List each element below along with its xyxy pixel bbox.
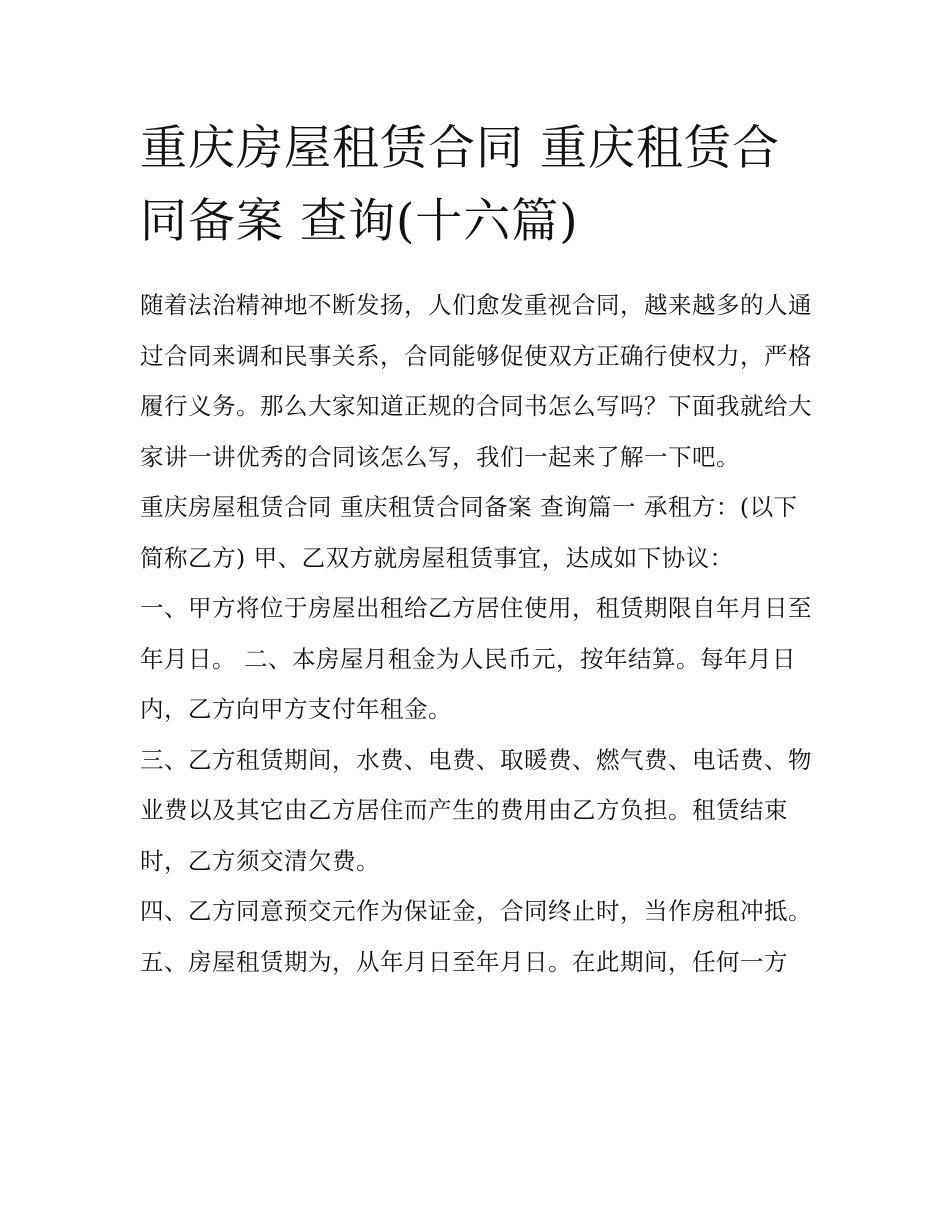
- document-page: [140, 112, 820, 987]
- paragraph-clause-1-2: 一、甲方将位于房屋出租给乙方居住使用，租赁期限自年月日至年月日。 二、本房屋月租金为人民币元，按年结算。每年月日内，乙方向甲方支付年租金。: [140, 594, 812, 723]
- paragraph-clause-3: 三、乙方租赁期间，水费、电费、取暖费、燃气费、电话费、物业费以及其它由乙方居住而产生的费用由乙方负担。租赁结束时，乙方须交清欠费。: [140, 745, 812, 875]
- document-body: [140, 280, 820, 987]
- paragraph-parties: 重庆房屋租赁合同 重庆租赁合同备案 查询篇一 承租方：(以下简称乙方) 甲、乙双方就房屋租赁事宜，达成如下协议：: [140, 493, 798, 572]
- paragraph-intro: 随着法治精神地不断发扬，人们愈发重视合同，越来越多的人通过合同来调和民事关系，合同能够促使双方正确行使权力，严格履行义务。那么大家知道正规的合同书怎么写吗？下面我就给大家讲一讲优秀的合同该怎么写，我们一起来了解一下吧。: [140, 291, 812, 471]
- document-title: 重庆房屋租赁合同 重庆租赁合同备案 查询(十六篇): [140, 121, 780, 249]
- paragraph-clause-4: 四、乙方同意预交元作为保证金，合同终止时，当作房租冲抵。: [140, 897, 812, 925]
- paragraph-clause-5: 五、房屋租赁期为，从年月日至年月日。在此期间，任何一方: [140, 947, 788, 976]
